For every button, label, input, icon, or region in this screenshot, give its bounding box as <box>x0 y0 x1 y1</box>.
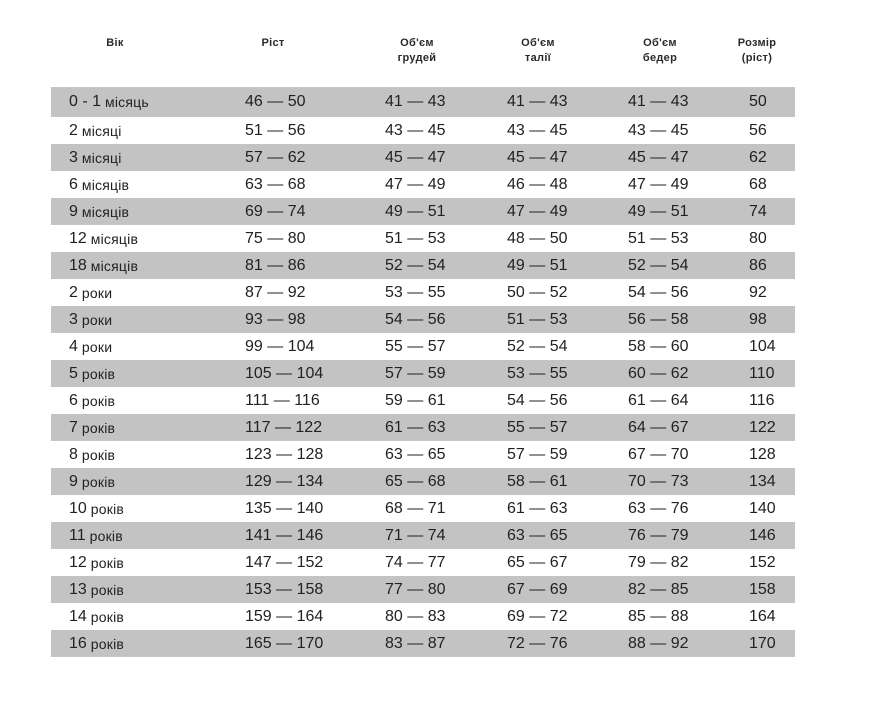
hips-cell: 51 — 53 <box>628 229 689 247</box>
height-cell: 135 — 140 <box>245 499 324 517</box>
height-cell: 51 — 56 <box>245 121 306 139</box>
size-cell: 140 <box>749 499 776 517</box>
age-unit: років <box>90 500 125 517</box>
chest-cell: 68 — 71 <box>385 499 446 517</box>
chest-cell: 43 — 45 <box>385 121 446 139</box>
age-number: 13 <box>69 580 87 598</box>
header-age: Вік <box>106 37 124 49</box>
size-cell: 68 <box>749 175 767 193</box>
table-row <box>51 576 795 603</box>
waist-cell: 67 — 69 <box>507 580 568 598</box>
hips-cell: 52 — 54 <box>628 256 689 274</box>
hips-cell: 56 — 58 <box>628 310 689 328</box>
age-unit: роки <box>81 338 113 355</box>
size-chart-table <box>51 0 795 657</box>
size-cell: 104 <box>749 337 776 355</box>
height-cell: 75 — 80 <box>245 229 306 247</box>
hips-cell: 61 — 64 <box>628 391 689 409</box>
age-number: 5 <box>69 364 78 382</box>
height-cell: 117 — 122 <box>245 418 323 436</box>
hips-cell: 76 — 79 <box>628 526 689 544</box>
table-row <box>51 252 795 279</box>
height-cell: 46 — 50 <box>245 93 306 110</box>
waist-cell: 41 — 43 <box>507 93 568 110</box>
age-number: 7 <box>69 418 78 436</box>
table-row <box>51 414 795 441</box>
header-size: Розмір (ріст) <box>737 37 777 64</box>
waist-cell: 65 — 67 <box>507 553 568 571</box>
header-chest: Об'єм грудей <box>397 37 437 64</box>
size-cell: 50 <box>749 93 767 110</box>
age-cell <box>69 441 115 468</box>
age-number: 10 <box>69 499 87 517</box>
height-cell: 141 — 146 <box>245 526 324 544</box>
size-cell: 86 <box>749 256 767 274</box>
age-number: 4 <box>69 337 78 355</box>
hips-cell: 45 — 47 <box>628 148 689 166</box>
table-row <box>51 468 795 495</box>
hips-cell: 79 — 82 <box>628 553 689 571</box>
waist-cell: 69 — 72 <box>507 607 568 625</box>
hips-cell: 43 — 45 <box>628 121 689 139</box>
size-cell: 98 <box>749 310 767 328</box>
size-cell: 92 <box>749 283 767 301</box>
hips-cell: 58 — 60 <box>628 337 689 355</box>
chest-cell: 41 — 43 <box>385 93 446 110</box>
table-row <box>51 630 795 657</box>
age-cell <box>69 87 149 117</box>
height-cell: 153 — 158 <box>245 580 324 598</box>
table-row <box>51 495 795 522</box>
size-cell: 158 <box>749 580 776 598</box>
height-cell: 147 — 152 <box>245 553 324 571</box>
chest-cell: 83 — 87 <box>385 634 446 652</box>
height-cell: 63 — 68 <box>245 175 306 193</box>
table-header-row <box>51 0 795 87</box>
waist-cell: 43 — 45 <box>507 121 568 139</box>
age-unit: років <box>90 554 125 571</box>
age-number: 16 <box>69 634 87 652</box>
age-number: 0 - 1 <box>69 93 102 110</box>
waist-cell: 61 — 63 <box>507 499 568 517</box>
age-unit: років <box>81 392 116 409</box>
table-row <box>51 603 795 630</box>
size-cell: 170 <box>749 634 776 652</box>
chest-cell: 80 — 83 <box>385 607 446 625</box>
chest-cell: 63 — 65 <box>385 445 446 463</box>
hips-cell: 63 — 76 <box>628 499 689 517</box>
height-cell: 93 — 98 <box>245 310 306 328</box>
size-cell: 164 <box>749 607 776 625</box>
age-number: 2 <box>69 283 78 301</box>
header-waist: Об'єм талії <box>521 37 555 64</box>
waist-cell: 57 — 59 <box>507 445 568 463</box>
age-cell <box>69 198 129 225</box>
height-cell: 99 — 104 <box>245 337 315 355</box>
age-cell <box>69 549 124 576</box>
age-cell <box>69 225 138 252</box>
age-unit: років <box>89 527 123 544</box>
age-number: 11 <box>69 526 86 544</box>
chest-cell: 65 — 68 <box>385 472 446 490</box>
table-row <box>51 360 795 387</box>
height-cell: 81 — 86 <box>245 256 306 274</box>
age-unit: років <box>90 608 125 625</box>
hips-cell: 85 — 88 <box>628 607 689 625</box>
age-cell <box>69 414 115 441</box>
age-unit: місяць <box>105 94 149 110</box>
age-cell <box>69 333 112 360</box>
table-row <box>51 225 795 252</box>
height-cell: 129 — 134 <box>245 472 324 490</box>
chest-cell: 71 — 74 <box>385 526 446 544</box>
chest-cell: 61 — 63 <box>385 418 446 436</box>
age-cell <box>69 468 115 495</box>
size-cell: 134 <box>749 472 776 490</box>
waist-cell: 54 — 56 <box>507 391 568 409</box>
height-cell: 165 — 170 <box>245 634 324 652</box>
size-cell: 110 <box>749 364 775 382</box>
age-number: 8 <box>69 445 78 463</box>
hips-cell: 49 — 51 <box>628 202 689 220</box>
table-row <box>51 198 795 225</box>
size-cell: 146 <box>749 526 776 544</box>
size-cell: 116 <box>749 391 775 409</box>
age-number: 3 <box>69 310 78 328</box>
header-hips: Об'єм бедер <box>642 37 678 64</box>
age-number: 2 <box>69 121 78 139</box>
age-unit: років <box>81 419 116 436</box>
age-cell <box>69 117 122 144</box>
chest-cell: 53 — 55 <box>385 283 446 301</box>
chest-cell: 51 — 53 <box>385 229 446 247</box>
age-unit: років <box>81 446 116 463</box>
chest-cell: 45 — 47 <box>385 148 446 166</box>
hips-cell: 60 — 62 <box>628 364 689 382</box>
height-cell: 69 — 74 <box>245 202 306 220</box>
hips-cell: 47 — 49 <box>628 175 689 193</box>
age-unit: років <box>81 365 116 382</box>
age-number: 12 <box>69 553 87 571</box>
age-unit: років <box>90 635 125 652</box>
age-cell <box>69 306 112 333</box>
waist-cell: 47 — 49 <box>507 202 568 220</box>
waist-cell: 45 — 47 <box>507 148 568 166</box>
age-unit: місяці <box>81 122 122 139</box>
table-row <box>51 171 795 198</box>
waist-cell: 48 — 50 <box>507 229 568 247</box>
age-unit: місяців <box>90 257 139 274</box>
waist-cell: 58 — 61 <box>507 472 568 490</box>
size-cell: 80 <box>749 229 767 247</box>
chest-cell: 49 — 51 <box>385 202 446 220</box>
table-row <box>51 87 795 117</box>
age-cell <box>69 252 138 279</box>
chest-cell: 77 — 80 <box>385 580 446 598</box>
table-row <box>51 117 795 144</box>
age-cell <box>69 630 124 657</box>
size-cell: 62 <box>749 148 767 166</box>
height-cell: 87 — 92 <box>245 283 306 301</box>
age-number: 9 <box>69 202 78 220</box>
height-cell: 159 — 164 <box>245 607 324 625</box>
chest-cell: 57 — 59 <box>385 364 446 382</box>
age-cell <box>69 279 112 306</box>
hips-cell: 67 — 70 <box>628 445 689 463</box>
hips-cell: 88 — 92 <box>628 634 689 652</box>
age-number: 6 <box>69 175 78 193</box>
age-unit: років <box>81 473 116 490</box>
height-cell: 111 — 116 <box>245 391 320 409</box>
age-number: 14 <box>69 607 87 625</box>
size-cell: 152 <box>749 553 776 571</box>
age-unit: роки <box>81 311 113 328</box>
height-cell: 105 — 104 <box>245 364 324 382</box>
chest-cell: 54 — 56 <box>385 310 446 328</box>
height-cell: 57 — 62 <box>245 148 306 166</box>
size-cell: 56 <box>749 121 767 139</box>
age-unit: місяці <box>81 149 122 166</box>
hips-cell: 54 — 56 <box>628 283 689 301</box>
size-cell: 122 <box>749 418 776 436</box>
age-unit: місяців <box>90 230 139 247</box>
age-cell <box>69 144 122 171</box>
chest-cell: 47 — 49 <box>385 175 446 193</box>
chest-cell: 55 — 57 <box>385 337 446 355</box>
hips-cell: 64 — 67 <box>628 418 689 436</box>
age-unit: місяців <box>81 203 130 220</box>
waist-cell: 51 — 53 <box>507 310 568 328</box>
table-row <box>51 549 795 576</box>
waist-cell: 53 — 55 <box>507 364 568 382</box>
age-cell <box>69 387 115 414</box>
age-number: 9 <box>69 472 78 490</box>
age-number: 6 <box>69 391 78 409</box>
hips-cell: 41 — 43 <box>628 93 689 110</box>
chest-cell: 59 — 61 <box>385 391 446 409</box>
table-row <box>51 387 795 414</box>
waist-cell: 52 — 54 <box>507 337 568 355</box>
table-row <box>51 144 795 171</box>
waist-cell: 50 — 52 <box>507 283 568 301</box>
waist-cell: 46 — 48 <box>507 175 568 193</box>
age-cell <box>69 522 123 549</box>
table-row <box>51 522 795 549</box>
waist-cell: 55 — 57 <box>507 418 568 436</box>
chest-cell: 74 — 77 <box>385 553 446 571</box>
hips-cell: 70 — 73 <box>628 472 689 490</box>
age-unit: місяців <box>81 176 130 193</box>
table-body <box>51 87 795 657</box>
age-cell <box>69 603 124 630</box>
age-number: 18 <box>69 256 87 274</box>
table-row <box>51 333 795 360</box>
table-row <box>51 279 795 306</box>
age-cell <box>69 171 129 198</box>
chest-cell: 52 — 54 <box>385 256 446 274</box>
age-unit: роки <box>81 284 113 301</box>
age-cell <box>69 360 115 387</box>
waist-cell: 49 — 51 <box>507 256 568 274</box>
header-height: Ріст <box>261 37 285 49</box>
age-cell <box>69 576 124 603</box>
size-cell: 128 <box>749 445 776 463</box>
age-unit: років <box>90 581 125 598</box>
age-number: 3 <box>69 148 78 166</box>
height-cell: 123 — 128 <box>245 445 324 463</box>
waist-cell: 63 — 65 <box>507 526 568 544</box>
table-row <box>51 441 795 468</box>
age-number: 12 <box>69 229 87 247</box>
table-row <box>51 306 795 333</box>
hips-cell: 82 — 85 <box>628 580 689 598</box>
age-cell <box>69 495 124 522</box>
waist-cell: 72 — 76 <box>507 634 568 652</box>
size-cell: 74 <box>749 202 767 220</box>
